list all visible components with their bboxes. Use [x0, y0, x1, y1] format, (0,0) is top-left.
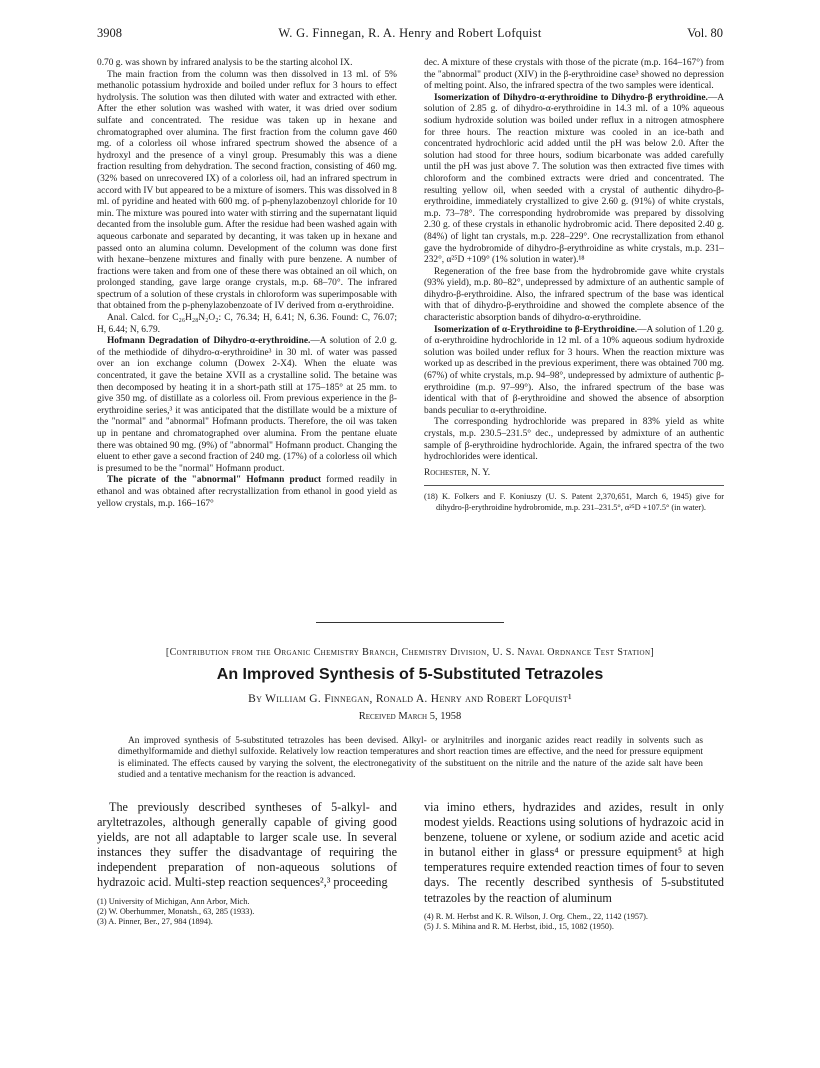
footnote: (3) A. Pinner, Ber., 27, 984 (1894).	[97, 917, 213, 927]
author-byline: By William G. Finnegan, Ronald A. Henry and Robert Lofquist¹	[248, 693, 572, 705]
page-number: 3908	[97, 26, 122, 40]
right-column	[424, 58, 724, 513]
paragraph-text: —A solution of 1.20 g. of α-erythroidine hydrochloride in 12 ml. of a 10% aqueous sodium hydroxide solution was boiled under reflux for 3 hours. When the reaction mixture was worked up as described in the previous experiment, there was obtained 700 mg. (67%) of white crystals, m.p. 94–98°, undepressed by admixture of authentic β-erythroidine (m.p. 97–99°). Also, the infrared spectrum of the base was identical with that of β-erythroidine and showed the absence of absorption bands peculiar to α-erythroidine.	[424, 324, 724, 416]
paragraph-text: formed readily in ethanol and was obtained after recrystallization from ethanol in good yield as yellow crystals, m.p. 166–167°	[97, 475, 397, 509]
paragraph	[424, 93, 724, 267]
page-header	[97, 26, 723, 44]
section-heading: Isomerization of Dihydro-α-erythroidine to Dihydro-β erythroidine.	[434, 92, 708, 103]
paragraph: dec. A mixture of these crystals with those of the picrate (m.p. 164–167°) from the "abnormal" product (XIV) in the β-erythroidine case³ showed no depression of melting point. Also, the infrared spectra of the two samples were identical.	[424, 58, 724, 92]
body-paragraph: The previously described syntheses of 5-alkyl- and aryltetrazoles, although generally capable of giving good yields, are not all adaptable to larger scale use. In several instances they suffer the disadvantage of requiring the independent preparation of non-aqueous solutions of hydrazoic acid. Multi-step reaction sequences²,³ proceeding	[97, 800, 397, 890]
received-date: Received March 5, 1958	[358, 711, 462, 722]
paragraph: 0.70 g. was shown by infrared analysis to be the starting alcohol IX.	[97, 58, 353, 68]
paragraph	[97, 336, 397, 475]
footnote: (1) University of Michigan, Ann Arbor, Mich.	[97, 896, 250, 906]
volume-label: Vol. 80	[687, 26, 723, 40]
body-paragraph: via imino ethers, hydrazides and azides, result in only modest yields. Reactions using solutions of hydrazoic acid in benzene, toluene or xylene, or sodium azide and acetic acid in butanol either in glass⁴ or pressure equipment⁵ at high temperatures require extended reaction times of four to seven days. The recently described synthesis of 5-substituted tetrazoles by the reaction of aluminum	[424, 800, 724, 905]
article-body-right	[424, 800, 724, 932]
section-heading: Isomerization of α-Erythroidine to β-Erythroidine.	[434, 324, 638, 335]
section-heading: The picrate of the "abnormal" Hofmann product	[107, 475, 322, 486]
footnote-rule	[424, 485, 724, 486]
footnote: (18) K. Folkers and F. Koniuszy (U. S. Patent 2,370,651, March 6, 1945) give for dihydro-β-erythroidine hydrobromide, m.p. 231–231.5°, α²⁵D +107.5° (in water).	[424, 492, 724, 512]
paragraph: The main fraction from the column was then dissolved in 13 ml. of 5% methanolic potassium hydroxide and boiled under reflux for 3 hours to effect hydrolysis. The solution was then diluted with water and extracted with ether. After the ether solution was washed with water, it was dried over sodium sulfate and concentrated. The residue was taken up in hexane and chromatographed over alumina. The first fraction from the column gave 460 mg. of a colorless oil whose infrared spectrum showed the absence of a hydroxyl and the presence of a vinyl group. Presumably this was a diene fraction resulting from dehydration. The second fraction, consisting of 460 mg. (32% based on unrecovered IX) of a colorless oil, had an infrared spectrum in accord with IV but appeared to be a mixture of isomers. This was dissolved in 8 ml. of pyridine and heated with 600 mg. of p-phenylazobenzoyl chloride for 10 min. The mixture was poured into water with stirring and the supernatant liquid decanted from the insoluble gum. After the residue had been washed again with aqueous carbonate and separated by decanting, it was taken up in hexane and passed onto an alumina column. Development of the column was done first with hexane–benzene mixtures and finally with pure benzene. A number of fractions were taken and from one of these there was obtained an oil which, on prolonged standing, gave large orange crystals, m.p. 68–70°. The infrared spectrum of a solution of these crystals in chloroform was superimposable with that obtained from the p-phenylazobenzoate of IV derived from α-erythroidine.	[97, 69, 397, 312]
article-separator	[316, 622, 504, 623]
analysis-paragraph: Anal. Calcd. for C₂₆H₂₈N₂O₂: C, 76.34; H, 6.41; N, 6.36. Found: C, 76.07; H, 6.44; N, 6.79.	[97, 313, 397, 335]
paragraph: Regeneration of the free base from the hydrobromide gave white crystals (93% yield), m.p. 80–82°, undepressed by admixture of an authentic sample of dihydro-β-erythroidine. Also, the infrared spectrum of the base was identical with that of dihydro-β-erythroidine and showed the complete absence of the characteristic absorption bands of dihydro-α-erythroidine.	[424, 266, 724, 324]
footnotes-right	[424, 912, 724, 933]
paragraph	[97, 475, 397, 510]
article-body-left	[97, 800, 397, 928]
abstract: An improved synthesis of 5-substituted tetrazoles has been devised. Alkyl- or arylnitriles and inorganic azides react readily in solvents such as dimethylformamide and diethyl sulfoxide. Relatively low reaction temperatures and short reaction times are effective, and the need for pressure equipment is eliminated. The effects caused by varying the solvent, the electronegativity of the substituent on the nitrile and the nature of the azide salt have been studied and a tentative mechanism for the reaction is advanced.	[118, 736, 703, 781]
location-signature: Rochester, N. Y.	[424, 467, 491, 478]
footnote: (2) W. Oberhummer, Monatsh., 63, 285 (1933).	[97, 906, 255, 916]
left-column	[97, 58, 397, 510]
section-heading: Hofmann Degradation of Dihydro-α-erythroidine.	[107, 336, 311, 347]
paragraph-text: —A solution of 2.85 g. of dihydro-α-erythroidine in 14.3 ml. of a 10% aqueous sodium hydroxide solution was boiled under reflux in a nitrogen atmosphere for three hours. The reaction mixture was cooled in an ice-bath and concentrated hydrochloric acid added until the pH was below 2.0. After the solution had stood for three hours, sodium bicarbonate was added carefully until the pH was just above 7. The solution was then extracted five times with chloroform and the combined extracts were dried and concentrated. The resulting yellow oil, when seeded with a crystal of authentic dihydro-β-erythroidine, immediately crystallized to give 2.60 g. (91%) of white crystals, m.p. 73–78°. The corresponding hydrobromide was prepared by dissolving 2.30 g. of these crystals in ethanolic hydrobromic acid. There deposited 2.40 g. (84%) of light tan crystals, m.p. 228–229°. One recrystallization from ethanol gave the hydrobromide of dihydro-β-erythroidine as white crystals, m.p. 231–232°, α²⁵D +109° (1% solution in water).¹⁸	[424, 92, 724, 266]
running-title: W. G. Finnegan, R. A. Henry and Robert Lofquist	[278, 26, 542, 40]
paragraph	[424, 325, 724, 418]
paragraph-text: —A solution of 2.0 g. of the methiodide of dihydro-α-erythroidine³ in 30 ml. of water was passed over an ion exchange column (Dowex 2-X4). When the eluate was concentrated, it gave the betaine XVII as a crystalline solid. The betaine was then decomposed by heating it in a short-path still at 175–185° at 25 mm. to give 350 mg. of distillate as a colorless oil. From previous experience in the β-erythroidine series,³ it was anticipated that the distillate would be a mixture of the "normal" and "abnormal" Hofmann products. Therefore, the oil was taken up in pentane and chromatographed over alumina. From the pentane eluate there was obtained 90 mg. (9%) of "abnormal" Hofmann product. Changing the eluent to ether gave a second fraction of 240 mg. (17%) of a colorless oil which is presumed to be the "normal" Hofmann product.	[97, 336, 397, 474]
footnotes-left	[97, 897, 397, 928]
article-title: An Improved Synthesis of 5-Substituted Tetrazoles	[216, 666, 604, 683]
paragraph: The corresponding hydrochloride was prepared in 83% yield as white crystals, m.p. 230.5–231.5° dec., undepressed by admixture of an authentic sample of β-erythroidine hydrochloride. Again, the infrared spectra of the two hydrochlorides were identical.	[424, 417, 724, 463]
footnote: (5) J. S. Mihina and R. M. Herbst, ibid., 15, 1082 (1950).	[424, 922, 614, 932]
footnote: (4) R. M. Herbst and K. R. Wilson, J. Org. Chem., 22, 1142 (1957).	[424, 911, 648, 921]
contribution-line: [Contribution from the Organic Chemistry Branch, Chemistry Division, U. S. Naval Ordnance Test Station]	[165, 647, 655, 658]
